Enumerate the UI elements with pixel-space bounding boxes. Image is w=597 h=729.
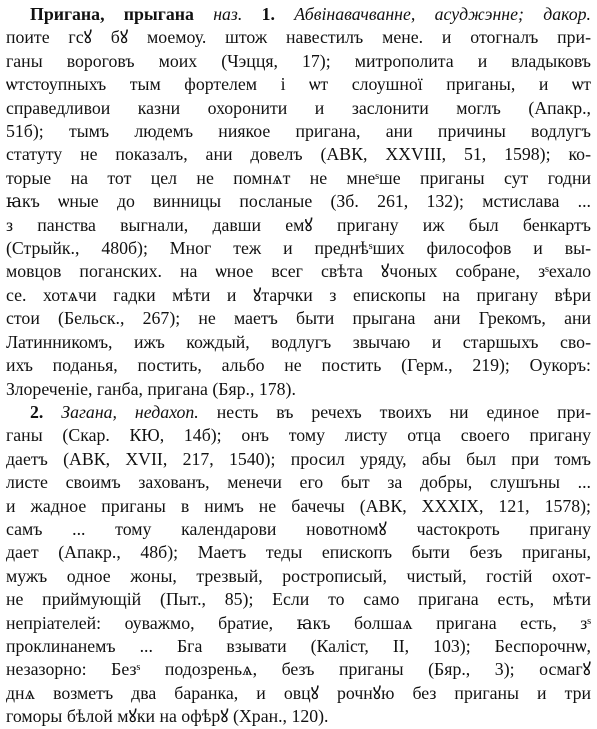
text-line: самъ ... тому календарови новотномꙋ частокроть пригану [6,518,591,539]
text-line: не приймующій (Пыт., 85); Если то само пригана есть, мѣти [6,589,591,610]
text-line: гоморы бѣлой мꙋки на офѣрꙋ (Хран., 120). [6,706,329,727]
sense-2-number: 2. [30,401,44,422]
sense-2-gloss: Загана, недахоп. [61,401,199,422]
text-line: се. хотѧчи гадки мѣти и ꙋтарчки з епископы на пригану вѣри [6,284,591,305]
sense-1-number: 1. [261,4,275,24]
text-line: проклинанемъ ... Бга взывати (Каліст, II, 103); Беспорочнѡ, [6,635,591,656]
text-line: поите гсꙋ бꙋ моемоу. штож навестилъ мене. и отогналъ при- [6,27,591,48]
text-line: ихъ поданья, постить, альбо не постить (Герм., 219); Оукоръ: [6,355,591,376]
part-of-speech: наз. [213,4,243,24]
text-line: дает (Апакр., 48б); Маетъ теды епископъ быти безъ приганы, [6,542,591,563]
headword: Пригана, прыгана [30,4,194,24]
text-line: ганы вороговъ моих (Чэцця, 17); митрополита и владыковъ [6,50,591,71]
text-line: ꙗкъ ѡные до винницы посланые (Зб. 261, 132); мстислава ... [6,191,591,212]
text-line: ганы (Скар. КЮ, 14б); онъ тому листу отца своего пригану [6,425,591,446]
text-line: торые на тот цел не помнѧт не мнеˢше приганы сут годни [6,167,591,188]
text-line: незазорно: Безˢ подозреньѧ, безъ приганы (Бяр., 3); осмагꙋ [6,659,591,680]
sense-2-first-line [6,401,591,424]
text-line: мужъ одное жоны, трезвый, рострописый, чистый, гостій охот- [6,565,591,586]
sense-1-gloss: Абвінавачванне, асуджэнне; дакор. [294,4,591,24]
text-line: днѧ возметъ два баранка, и овцꙋ рочнꙋю без приганы и три [6,682,591,703]
text-line: з панства выгнали, давши емꙋ пригану иж был бенкартъ [6,214,591,235]
text-line: листе своимъ захованъ, менечи его быт за добры, слушъны ... [6,472,591,493]
text-line: непріателей: оуважмо, братие, ꙗкъ болшаѧ пригана есть, зˢ [6,612,591,633]
text-line: даетъ (АВК, XVII, 217, 1540); просил уряду, абы был при томъ [6,448,591,469]
text-line: 51б); тымъ людемъ ниякое пригана, ани причины водлугъ [6,121,591,142]
text-line: мовцов поганских. на ѡное всег свѣта ꙋчоных собране, зˢехало [6,261,591,282]
text-line: Латинникомъ, ижъ кождый, водлугъ звычаю и старшыхъ сво- [6,331,591,352]
text-line: справедливои казни охоронити и заслонити моглъ (Апакр., [6,97,591,118]
text-line: (Стрыйк., 480б); Мног теж и преднѣˢших философов и вы- [6,238,591,259]
entry-first-line [6,3,591,26]
text-line: несть въ речехъ твоихъ ни единое при- [216,401,591,422]
text-line: Злореченіе, ганба, пригана (Бяр., 178). [6,378,296,399]
text-line: статуту не показалъ, ани довелъ (АВК, XXVIII, 51, 1598); ко- [6,144,591,165]
text-line: стои (Бельск., 267); не маетъ быти прыгана ани Грекомъ, ани [6,308,591,329]
text-line: ѡтстоупныхъ тым фортелем і ѡт слоушної приганы, и ѡт [6,74,591,95]
text-line: и жадное приганы в нимъ не бачечы (АВК, XXXIX, 121, 1578); [6,495,591,516]
